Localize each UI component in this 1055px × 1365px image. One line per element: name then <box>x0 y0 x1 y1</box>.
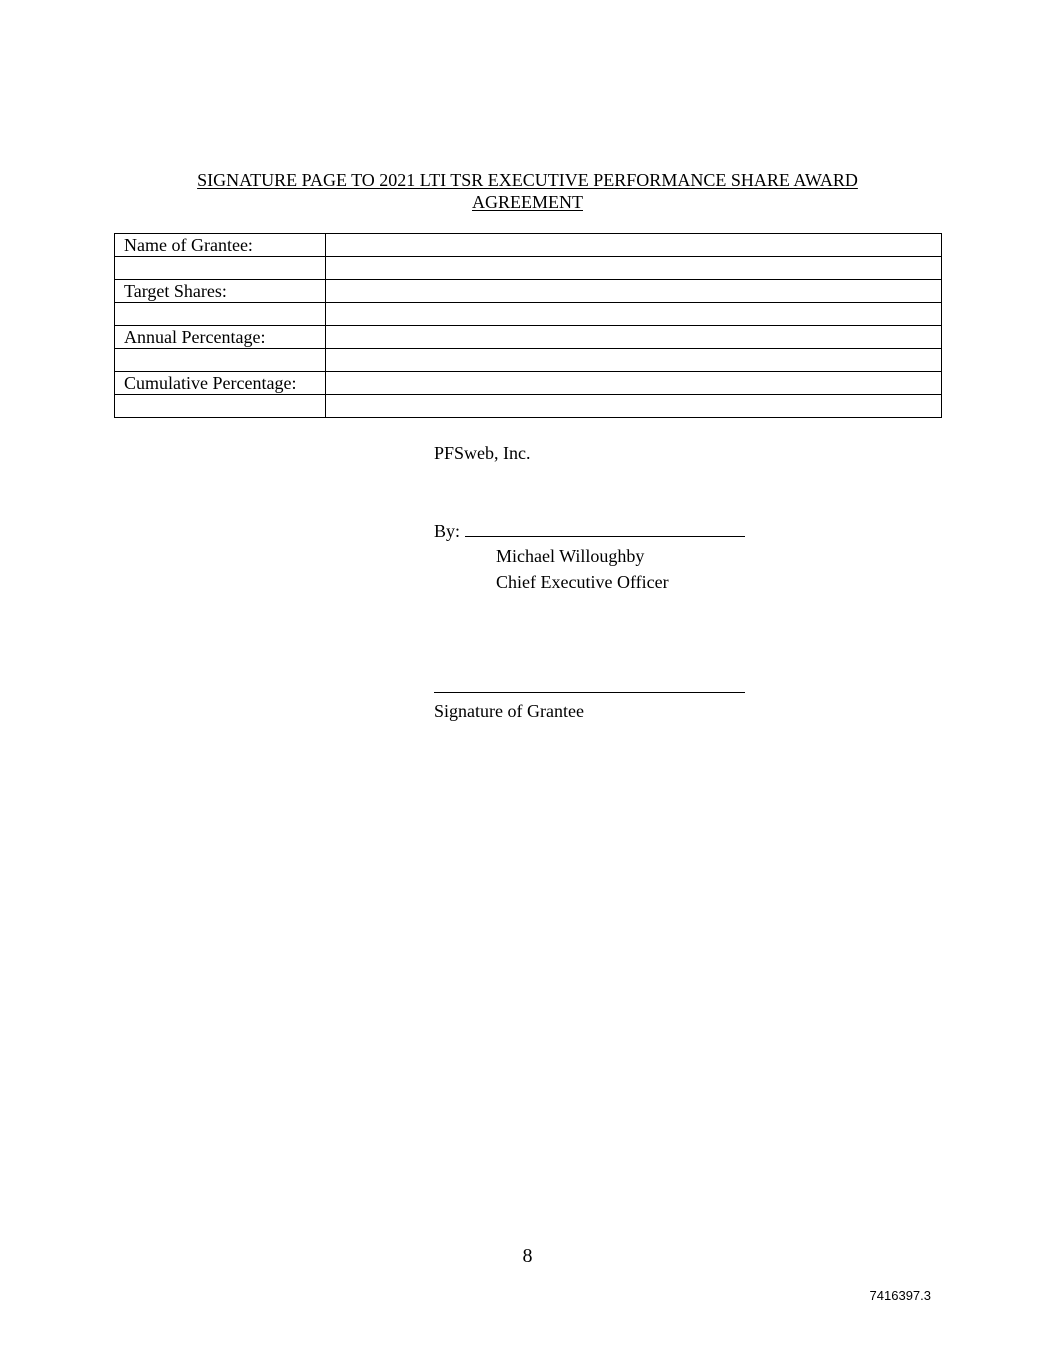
table-row <box>115 349 942 372</box>
row-label-cumulative-percentage: Cumulative Percentage: <box>115 372 326 395</box>
table-row <box>115 280 942 303</box>
row-label-blank <box>115 349 326 372</box>
signer-name: Michael Willoughby <box>496 546 645 566</box>
row-label-name-of-grantee: Name of Grantee: <box>115 234 326 257</box>
row-label-blank <box>115 257 326 280</box>
company-name: PFSweb, Inc. <box>434 443 531 463</box>
row-value-blank <box>326 395 942 418</box>
row-value-name-of-grantee <box>326 234 942 257</box>
row-label-target-shares: Target Shares: <box>115 280 326 303</box>
document-id: 7416397.3 <box>869 1288 931 1303</box>
row-value-target-shares <box>326 280 942 303</box>
table-row <box>115 326 942 349</box>
row-value-annual-percentage <box>326 326 942 349</box>
page-title-line-2: AGREEMENT <box>472 192 583 212</box>
page-title <box>150 169 905 213</box>
page-title-line-1: SIGNATURE PAGE TO 2021 LTI TSR EXECUTIVE PERFORMANCE SHARE AWARD <box>197 170 858 190</box>
row-value-blank <box>326 303 942 326</box>
table-row <box>115 395 942 418</box>
company-signature-line <box>465 520 745 537</box>
row-label-blank <box>115 303 326 326</box>
row-value-cumulative-percentage <box>326 372 942 395</box>
signer-title: Chief Executive Officer <box>496 572 669 592</box>
table-row <box>115 234 942 257</box>
row-label-annual-percentage: Annual Percentage: <box>115 326 326 349</box>
row-label-blank <box>115 395 326 418</box>
grantee-info-table <box>114 233 942 418</box>
table-row <box>115 372 942 395</box>
by-signature-block <box>434 520 745 542</box>
row-value-blank <box>326 349 942 372</box>
page-number: 8 <box>522 1245 533 1267</box>
table-row <box>115 257 942 280</box>
by-label: By: <box>434 521 461 541</box>
table-row <box>115 303 942 326</box>
grantee-signature-label: Signature of Grantee <box>434 701 584 721</box>
row-value-blank <box>326 257 942 280</box>
grantee-signature-line <box>434 692 745 693</box>
